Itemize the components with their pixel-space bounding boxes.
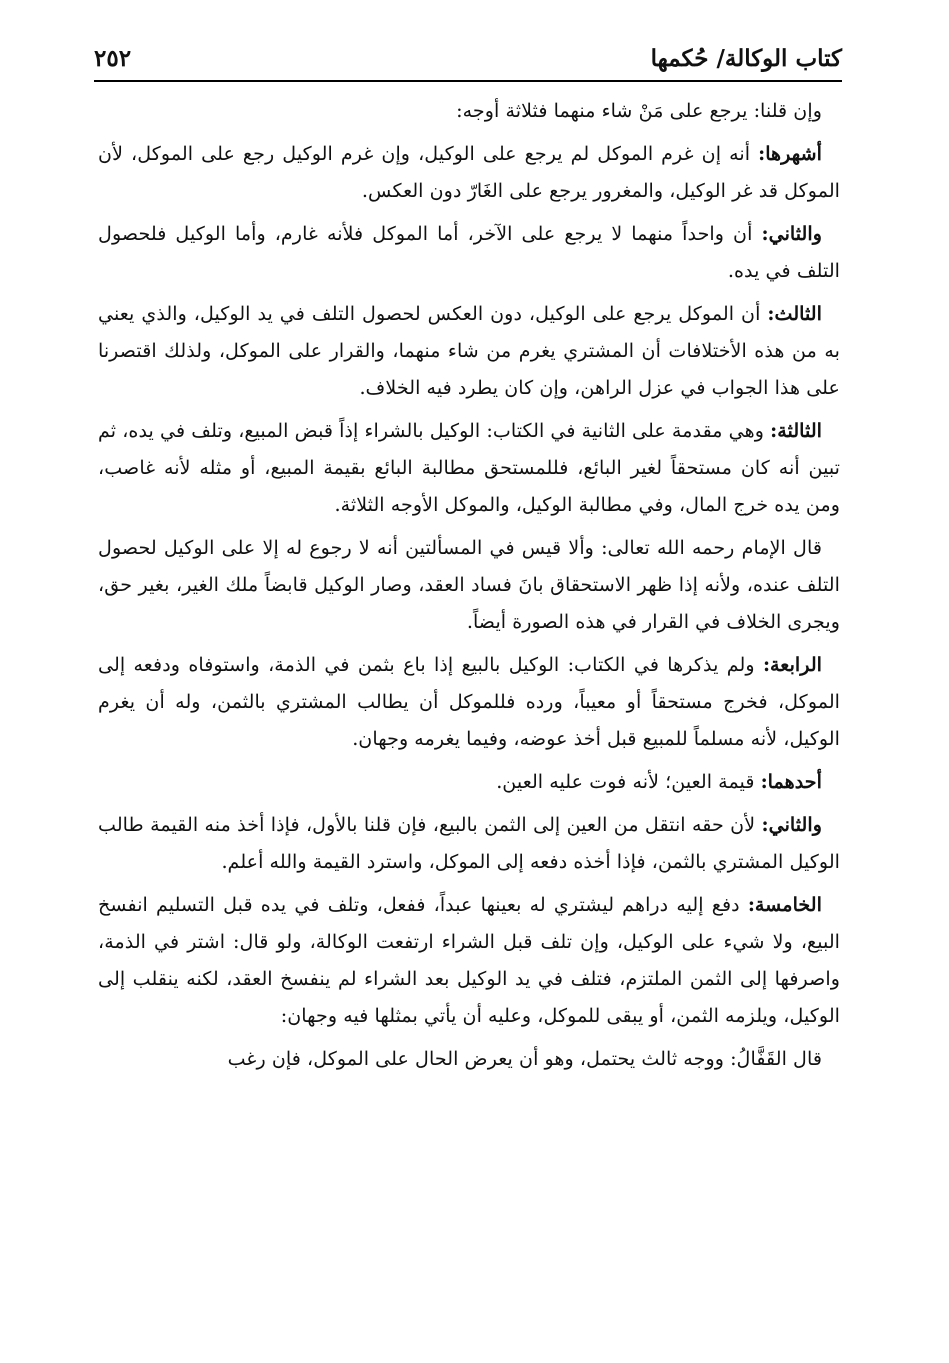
paragraph-third-view [98,295,840,406]
paragraph-intro [98,92,840,129]
running-title: كتاب الوكالة/ حُكمها [650,44,842,72]
paragraph-heading: أحدهما: [760,770,822,793]
paragraph-text: أنه إن غرم الموكل لم يرجع على الوكيل، وإن غرم الوكيل رجع على الموكل، لأن الموكل قد غر الوكيل، والمغرور يرجع على الغَارّ دون العكس. [98,142,840,202]
paragraph-text: قال الإمام رحمه الله تعالى: وألا قيس في المسألتين أنه لا رجوع له إلا على الوكيل لحصول التلف عنده، ولأنه إذا ظهر الاستحقاق بانَ فساد العقد، وصار الوكيل قابضاً ملك الغير، بغير حق، ويجرى الخلاف في القرار في هذه الصورة أيضاً. [98,536,840,633]
paragraph-first-option [98,763,840,800]
paragraph-text: لأن حقه انتقل من العين إلى الثمن بالبيع، فإن قلنا بالأول، فإذا أخذ منه القيمة طالب الوكيل المشتري بالثمن، فإذا أخذه دفعه إلى الموكل، واسترد القيمة والله أعلم. [98,813,840,873]
paragraph-heading: أشهرها: [758,142,822,165]
paragraph-fifth-case [98,886,840,1034]
page-body [98,92,840,1083]
paragraph-heading: والثاني: [761,222,822,245]
paragraph-heading: الرابعة: [762,653,822,676]
paragraph-text: ولم يذكرها في الكتاب: الوكيل بالبيع إذا باع بثمن في الذمة، واستوفاه ودفعه إلى الموكل، فخرج مستحقاً أو معيباً، ورده فللموكل أن يطالب المشتري بالثمن، وله أن يغرم الوكيل، لأنه مسلماً للمبيع قبل أخذ عوضه، وفيما يغرمه وجهان. [98,653,840,750]
paragraph-text: وهي مقدمة على الثانية في الكتاب: الوكيل بالشراء إذاً قبض المبيع، وتلف في يده، ثم تبين أنه كان مستحقاً لغير البائع، فللمستحق مطالبة البائع بقيمة المبيع، أو مثله لأنه غاصب، ومن يده خرج المال، وفي مطالبة الوكيل، والموكل الأوجه الثلاثة. [98,419,840,516]
paragraph-heading: والثاني: [761,813,822,836]
paragraph-second-option [98,806,840,880]
paragraph-second-view [98,215,840,289]
paragraph-heading: الخامسة: [747,893,822,916]
page-header [94,38,842,78]
paragraph-imam-quote [98,529,840,640]
paragraph-third-case [98,412,840,523]
header-divider [94,80,842,82]
paragraph-fourth-case [98,646,840,757]
page-number: ٢٥٢ [94,44,132,72]
paragraph-text: دفع إليه دراهم ليشتري له بعينها عبداً، ففعل، وتلف في يده قبل التسليم انفسخ البيع، ولا شيء على الوكيل، وإن تلف قبل الشراء ارتفعت الوكالة، ولو قال: اشتر في الذمة، واصرفها إلى الثمن الملتزم، فتلف في يد الوكيل بعد الشراء لم ينفسخ العقد، لكنه ينقلب إلى الوكيل، ويلزمه الثمن، أو يبقى للموكل، وعليه أن يأتي بمثلها فيه وجهان: [98,893,840,1027]
paragraph-text: أن واحداً منهما لا يرجع على الآخر، أما الموكل فلأنه غارم، وأما الوكيل فلحصول التلف في يده. [98,222,840,282]
paragraph-ashharuha [98,135,840,209]
paragraph-text: قيمة العين؛ لأنه فوت عليه العين. [496,770,761,793]
paragraph-heading: الثالثة: [770,419,822,442]
paragraph-text: قال القَفَّالُ: ووجه ثالث يحتمل، وهو أن يعرض الحال على الموكل، فإن رغب [227,1047,822,1070]
paragraph-text: وإن قلنا: يرجع على مَنْ شاء منهما فثلاثة أوجه: [456,99,822,122]
paragraph-heading: الثالث: [767,302,822,325]
paragraph-qaffal [98,1040,840,1077]
paragraph-text: أن الموكل يرجع على الوكيل، دون العكس لحصول التلف في يد الوكيل، والذي يعني به من هذه الأختلافات أن المشتري يغرم من شاء منهما، والقرار على الموكل، ولذلك اقتصرنا على هذا الجواب في عزل الراهن، وإن كان يطرد فيه الخلاف. [98,302,840,399]
